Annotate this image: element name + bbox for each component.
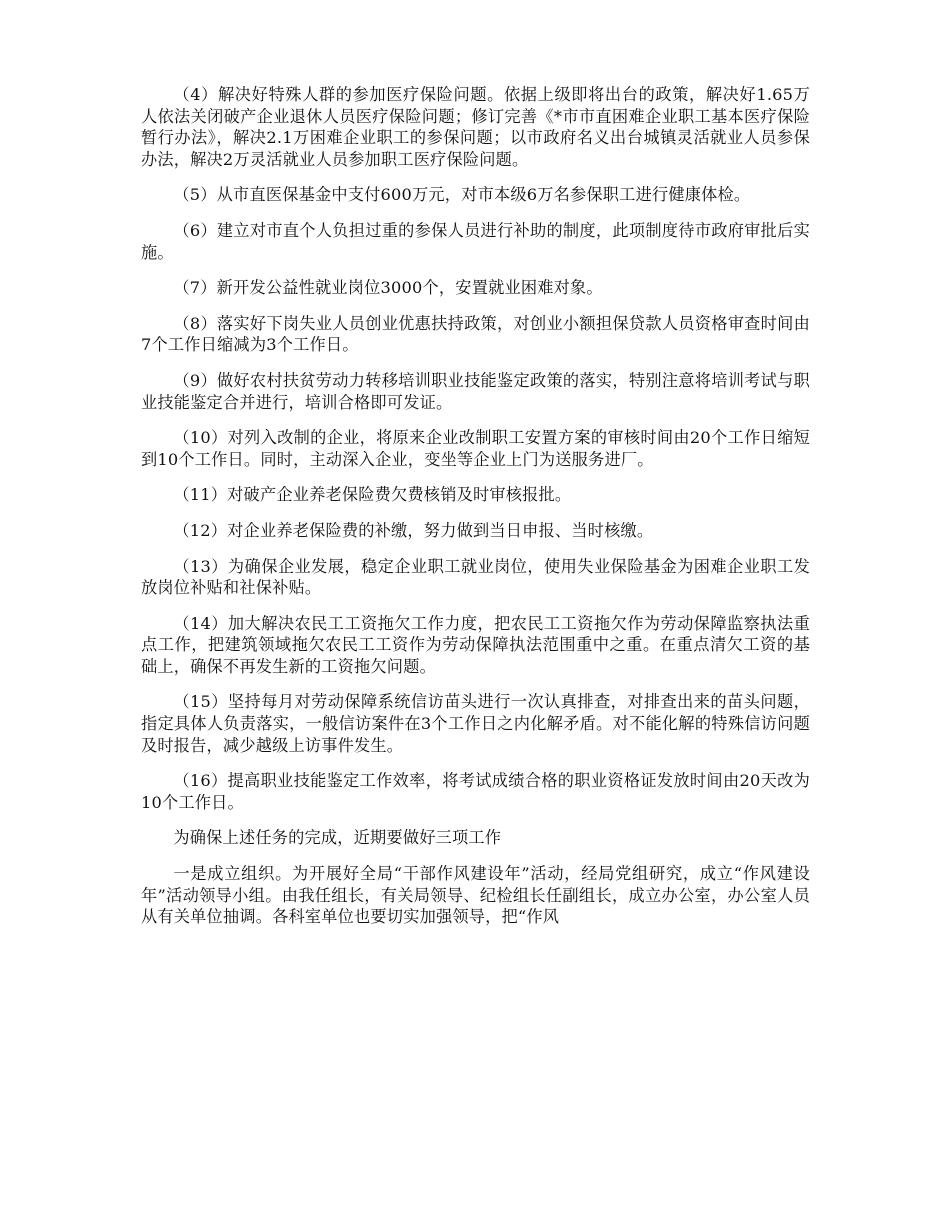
paragraph-item-7: （7）新开发公益性就业岗位3000个，安置就业困难对象。	[173, 278, 603, 298]
paragraph-item-11: （11）对破产企业养老保险费欠费核销及时审核报批。	[173, 485, 572, 505]
section-intro: 为确保上述任务的完成，近期要做好三项工作	[173, 828, 502, 848]
paragraph-item-16: （16）提高职业技能鉴定工作效率，将考试成绩合格的职业资格证发放时间由20天改为10个工作日。	[141, 771, 810, 812]
paragraph-first-task: 一是成立组织。为开展好全局“干部作风建设年”活动，经局党组研究，成立“作风建设年”活动领导小组。由我任组长，有关局领导、纪检组长任副组长，成立办公室，办公室人员从有关单位抽调。各科室单位也要切实加强领导，把“作风	[141, 864, 810, 927]
paragraph-item-14: （14）加大解决农民工工资拖欠工作力度，把农民工工资拖欠作为劳动保障监察执法重点工作，把建筑领域拖欠农民工工资作为劳动保障执法范围重中之重。在重点清欠工资的基础上，确保不再发生新的工资拖欠问题。	[141, 613, 810, 676]
paragraph-item-8: （8）落实好下岗失业人员创业优惠扶持政策，对创业小额担保贷款人员资格审查时间由7个工作日缩减为3个工作日。	[141, 313, 810, 355]
paragraph-item-9: （9）做好农村扶贫劳动力转移培训职业技能鉴定政策的落实，特别注意将培训考试与职业技能鉴定合并进行，培训合格即可发证。	[141, 370, 810, 412]
paragraph-item-5: （5）从市直医保基金中支付600万元，对市本级6万名参保职工进行健康体检。	[173, 185, 751, 205]
paragraph-item-12: （12）对企业养老保险费的补缴，努力做到当日申报、当时核缴。	[173, 520, 654, 540]
paragraph-item-13: （13）为确保企业发展，稳定企业职工就业岗位，使用失业保险基金为困难企业职工发放岗位补贴和社保补贴。	[141, 556, 810, 598]
paragraph-item-15: （15）坚持每月对劳动保障系统信访苗头进行一次认真排查，对排查出来的苗头问题，指定具体人负责落实，一般信访案件在3个工作日之内化解矛盾。对不能化解的特殊信访问题及时报告，减少越级上访事件发生。	[141, 692, 810, 755]
paragraph-item-10: （10）对列入改制的企业，将原来企业改制职工安置方案的审核时间由20个工作日缩短到10个工作日。同时，主动深入企业，变坐等企业上门为送服务进厂。	[141, 428, 810, 469]
paragraph-item-6: （6）建立对市直个人负担过重的参保人员进行补助的制度，此项制度待市政府审批后实施。	[141, 220, 810, 262]
document-body	[141, 84, 810, 942]
paragraph-item-4: （4）解决好特殊人群的参加医疗保险问题。依据上级即将出台的政策，解决好1.65万人依法关闭破产企业退休人员医疗保险问题；修订完善《*市市直困难企业职工基本医疗保险暂行办法》，解决2.1万困难企业职工的参保问题；以市政府名义出台城镇灵活就业人员参保办法，解决2万灵活就业人员参加职工医疗保险问题。	[141, 85, 810, 169]
